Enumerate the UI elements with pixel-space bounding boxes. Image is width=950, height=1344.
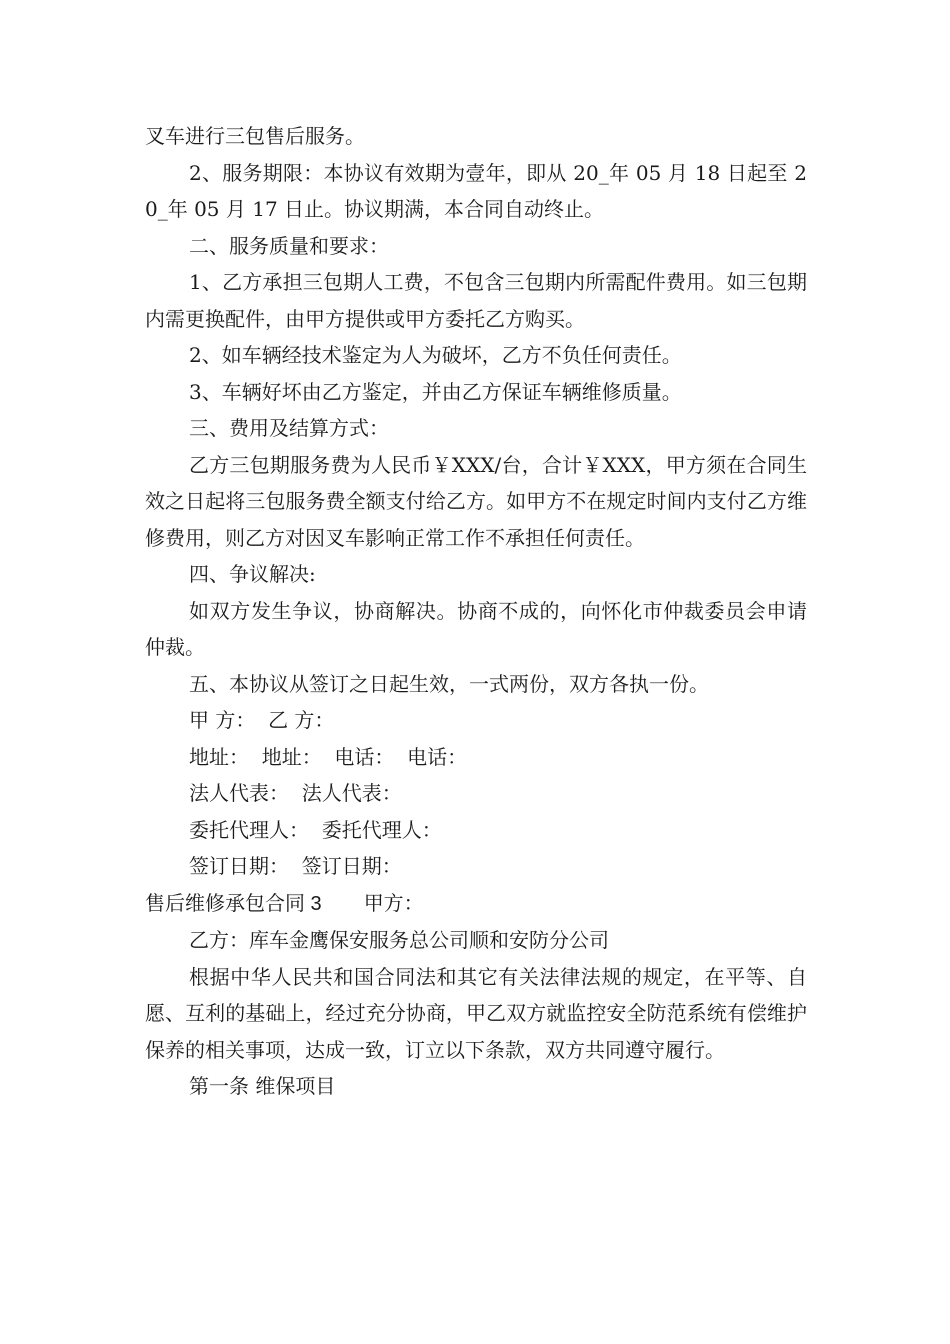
paragraph: 3、车辆好坏由乙方鉴定，并由乙方保证车辆维修质量。 <box>189 379 682 404</box>
signature-line-date: 签订日期： 签订日期： <box>189 854 402 878</box>
section-heading: 三、费用及结算方式： <box>189 416 389 440</box>
paragraph: 2、如车辆经技术鉴定为人为破坏，乙方不负任何责任。 <box>189 343 682 367</box>
party-b-line: 乙方：库车金鹰保安服务总公司顺和安防分公司 <box>189 928 609 952</box>
paragraph: 1、乙方承担三包期人工费，不包含三包期内所需配件费用。如三包期内需更换配件，由甲方提供或甲方委托乙方购买。 <box>145 270 807 331</box>
paragraph: 乙方三包期服务费为人民币￥XXX/台，合计￥XXX，甲方须在合同生效之日起将三包服务费全额支付给乙方。如甲方不在规定时间内支付乙方维修费用，则乙方对因叉车影响正常工作不承担任何责任。 <box>145 452 807 550</box>
signature-line-parties: 甲 方： 乙 方： <box>189 708 335 732</box>
paragraph: 2、服务期限：本协议有效期为壹年，即从 20_年 05 月 18 日起至 20_年 05 月 17 日止。协议期满，本合同自动终止。 <box>145 160 807 221</box>
paragraph: 根据中华人民共和国合同法和其它有关法律法规的规定，在平等、自愿、互利的基础上，经过充分协商，甲乙双方就监控安全防范系统有偿维护保养的相关事项，达成一致，订立以下条款，双方共同遵守履行。 <box>145 964 807 1062</box>
section-heading: 第一条 维保项目 <box>189 1074 336 1098</box>
paragraph: 如双方发生争议，协商解决。协商不成的，向怀化市仲裁委员会申请仲裁。 <box>145 598 807 659</box>
section-heading: 四、争议解决: <box>189 562 316 586</box>
paragraph: 五、本协议从签订之日起生效，一式两份，双方各执一份。 <box>189 671 709 696</box>
section-heading: 二、服务质量和要求： <box>189 233 389 258</box>
contract-title: 售后维修承包合同 3 <box>145 892 322 915</box>
document-body <box>145 118 807 1105</box>
signature-line-agent: 委托代理人： 委托代理人： <box>189 817 442 842</box>
signature-line-address: 地址： 地址： 电话： 电话： <box>189 744 468 769</box>
contract-heading <box>145 885 807 923</box>
signature-line-legal-rep: 法人代表： 法人代表： <box>189 781 402 805</box>
party-a-label: 甲方： <box>363 890 424 915</box>
paragraph: 叉车进行三包售后服务。 <box>145 124 365 148</box>
